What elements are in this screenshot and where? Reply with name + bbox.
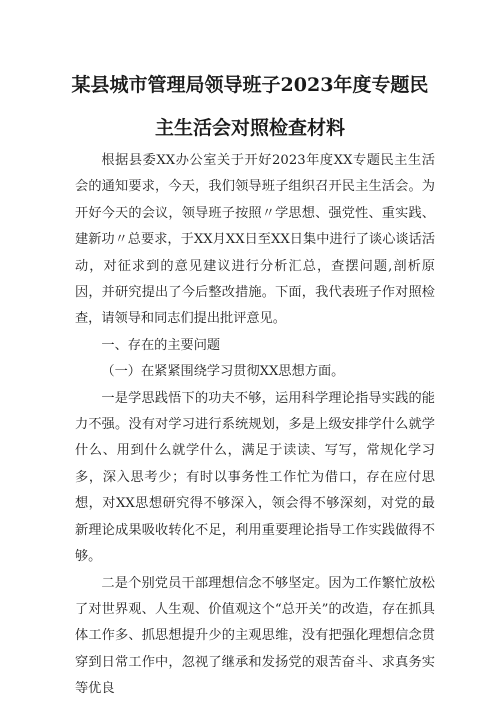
intro-paragraph: 根据县委XX办公室关于开好2023年度XX专题民主生活会的通知要求，今天，我们领导班子组织召开民主生活会。为开好今天的会议，领导班子按照〃学思想、强党性、重实践、建新功〃总要求，于XX月XX日至XX日集中进行了谈心谈话活动，对征求到的意见建议进行分析汇总，查摆问题,剖析原因，并研究提出了今后整改措施。下面，我代表班子作对照检查，请领导和同志们提出批评意见。 bbox=[75, 153, 435, 327]
document-body bbox=[75, 148, 435, 703]
subsection-heading: （一）在紧紧围绕学习贯彻XX思想方面。 bbox=[101, 364, 345, 380]
section-heading-problems: 一、存在的主要问题 bbox=[101, 337, 221, 353]
paragraph-point-one: 一是学思践悟下的功夫不够，运用科学理论指导实践的能力不强。没有对学习进行系统规划，多是上级安排学什么就学什么、用到什么就学什么，满足于读读、写写，常规化学习多，深入思考少；有时以事务性工作忙为借口，存在应付思想，对XX思想研究得不够深入，领会得不够深刻，对党的最新理论成果吸收转化不足，利用重要理论指导工作实践做得不够。 bbox=[75, 390, 435, 565]
paragraph-point-two: 二是个别党员干部理想信念不够坚定。因为工作繁忙放松了对世界观、人生观、价值观这个“总开关”的改造，存在抓具体工作多、抓思想提升少的主观思维，没有把强化理想信念贯穿到日常工作中，忽视了继承和发扬党的艰苦奋斗、求真务实等优良 bbox=[75, 575, 435, 697]
document-title-line-1: 某县城市管理局领导班子2023年度专题民 bbox=[71, 74, 429, 96]
document-title-line-2: 主生活会对照检查材料 bbox=[154, 117, 345, 139]
